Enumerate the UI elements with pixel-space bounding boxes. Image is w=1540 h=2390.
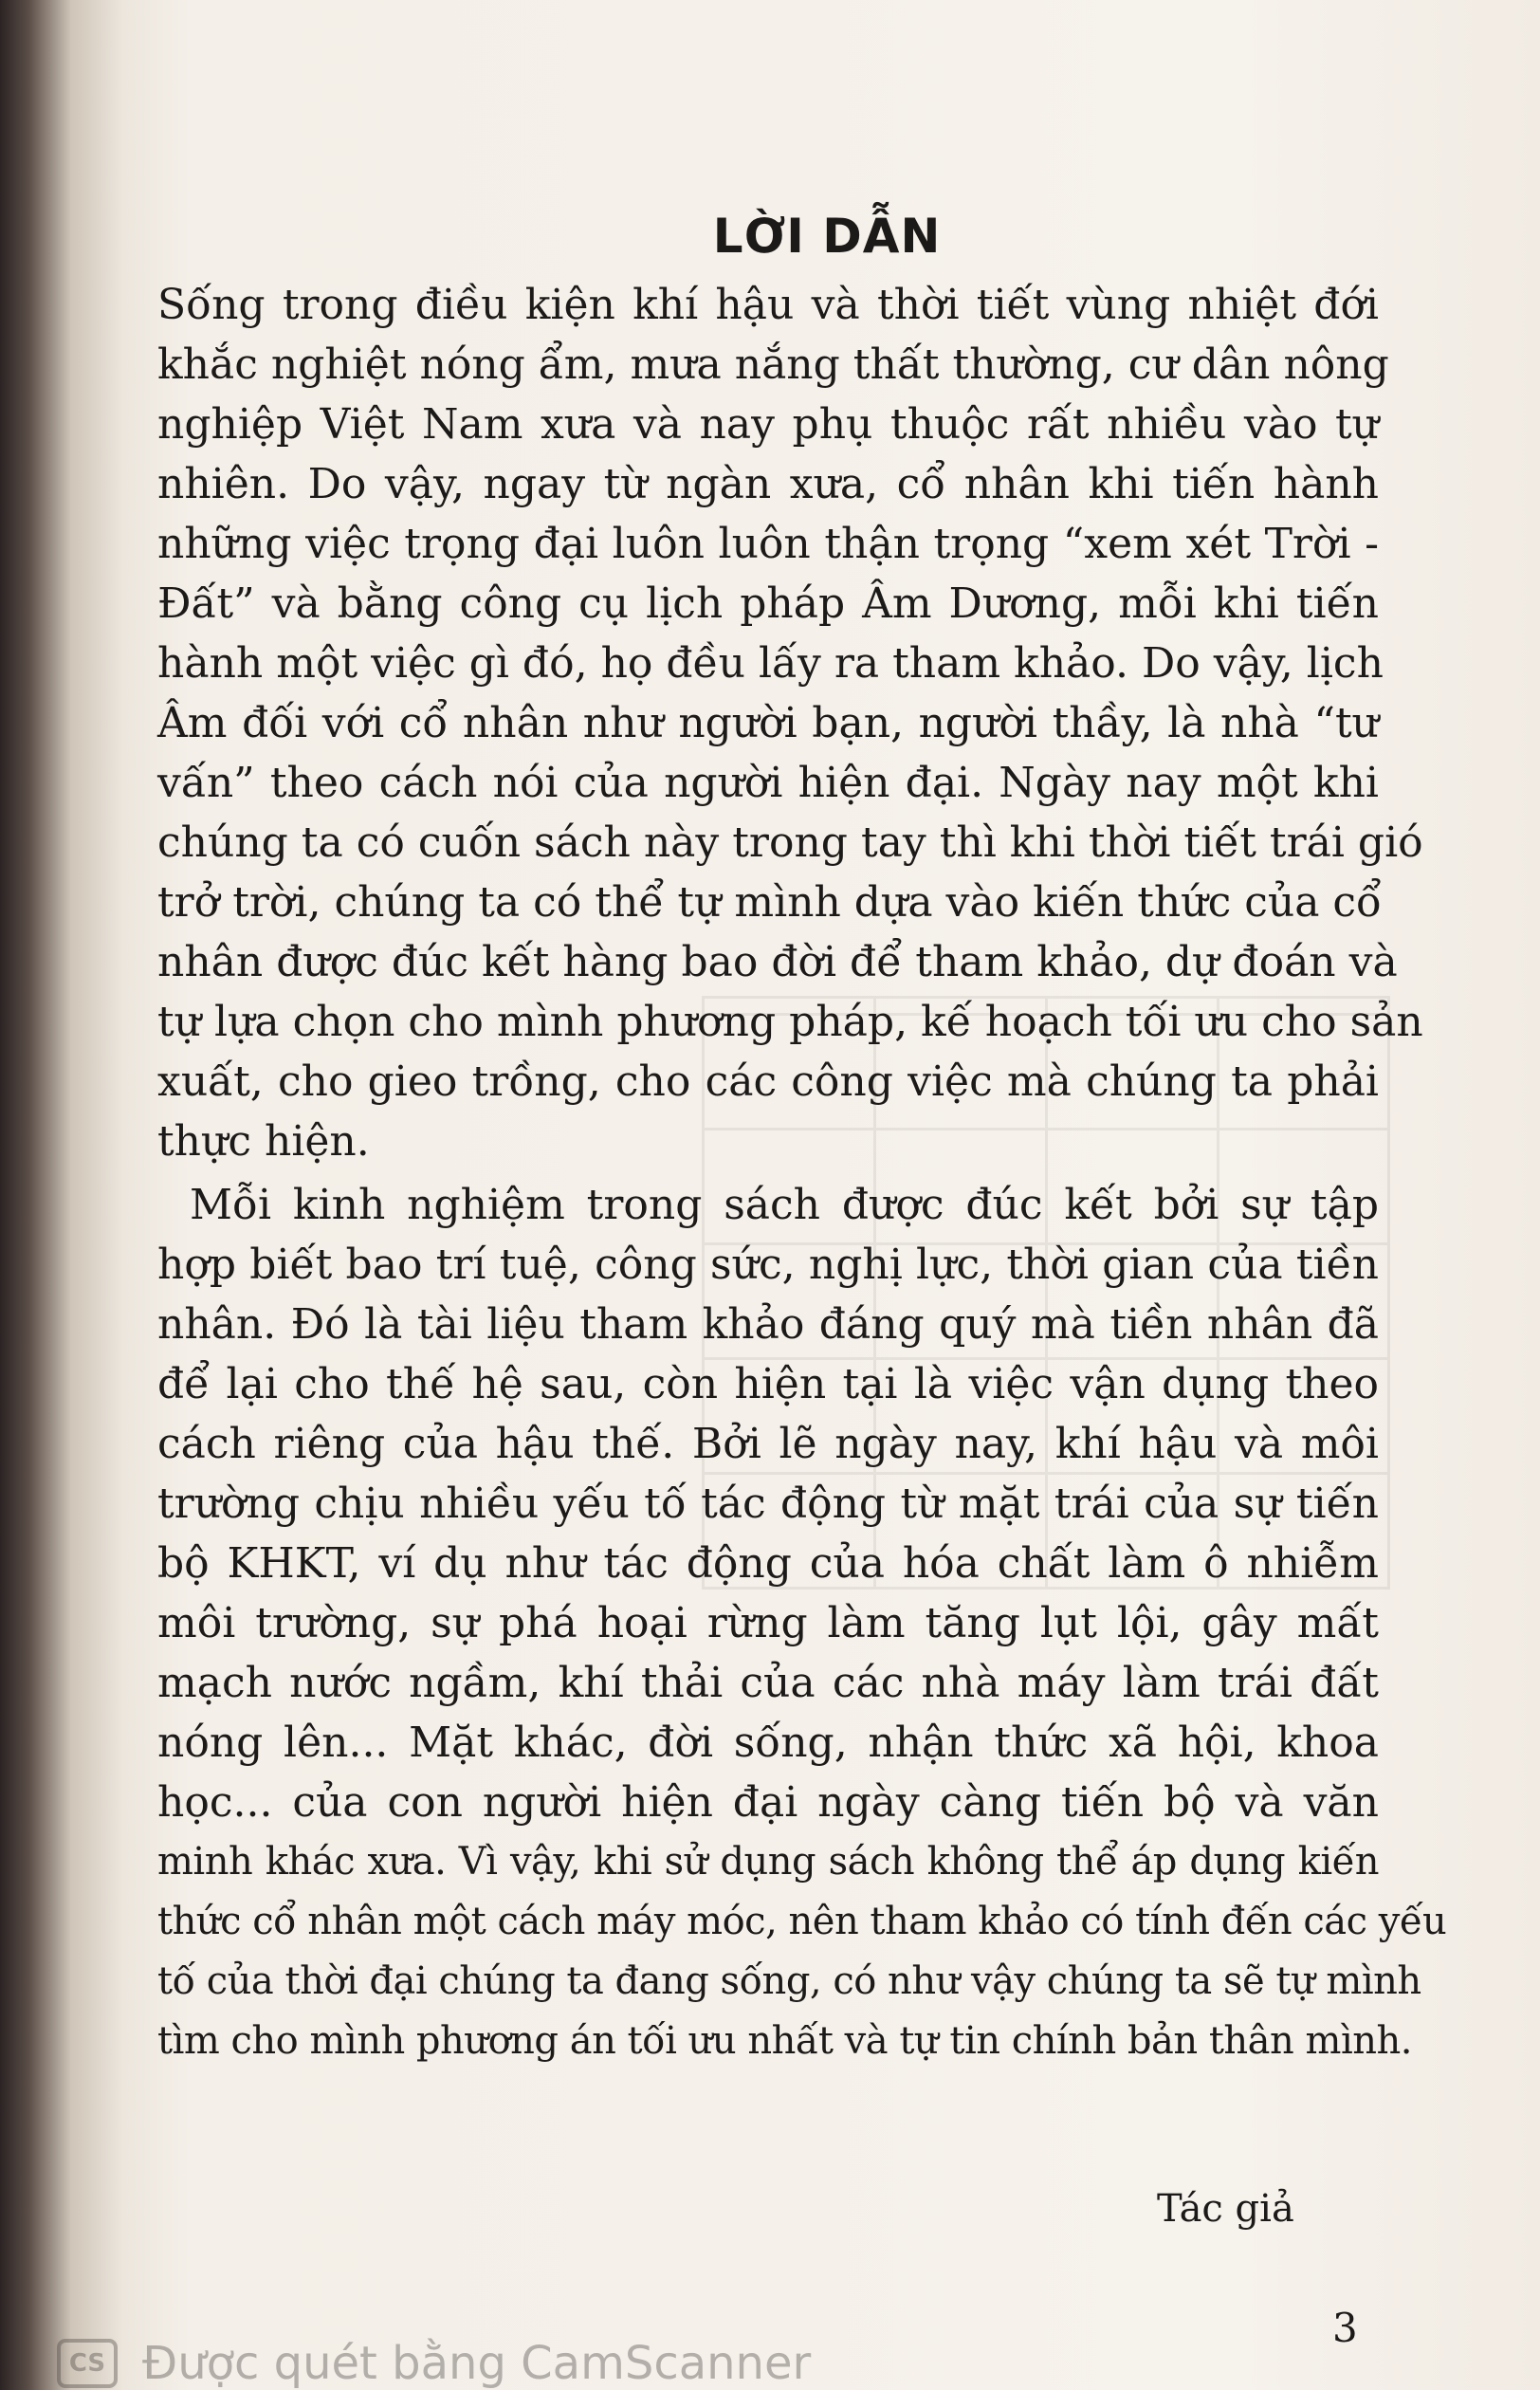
text-line: học... của con người hiện đại ngày càng tiến bộ và văn (157, 1778, 1379, 1827)
text-line: những việc trọng đại luôn luôn thận trọng “xem xét Trời - (157, 520, 1379, 568)
text-line: nóng lên... Mặt khác, đời sống, nhận thức xã hội, khoa (157, 1719, 1379, 1767)
body-text (157, 275, 1447, 2071)
camscanner-logo-icon: CS (57, 2339, 118, 2388)
text-line: tìm cho mình phương án tối ưu nhất và tự tin chính bản thân mình. (157, 2019, 1412, 2063)
text-line: mạch nước ngầm, khí thải của các nhà máy làm trái đất (157, 1659, 1379, 1707)
text-line: thực hiện. (157, 1117, 370, 1166)
watermark-text: Được quét bằng CamScanner (142, 2337, 812, 2390)
text-line: vấn” theo cách nói của người hiện đại. Ngày nay một khi (157, 759, 1379, 807)
text-line: Âm đối với cổ nhân như người bạn, người thầy, là nhà “tư (157, 699, 1379, 747)
text-line: nghiệp Việt Nam xưa và nay phụ thuộc rất nhiều vào tự (157, 400, 1379, 449)
author-signature: Tác giả (1157, 2187, 1294, 2231)
text-line: nhân. Đó là tài liệu tham khảo đáng quý mà tiền nhân đã (157, 1300, 1379, 1349)
text-line: khắc nghiệt nóng ẩm, mưa nắng thất thường, cư dân nông (157, 340, 1389, 389)
text-line: trở trời, chúng ta có thể tự mình dựa vào kiến thức của cổ (157, 878, 1382, 927)
text-line: tố của thời đại chúng ta đang sống, có như vậy chúng ta sẽ tự mình (157, 1959, 1421, 2003)
paragraph-2 (157, 1175, 1447, 2071)
text-line: nhân được đúc kết hàng bao đời để tham khảo, dự đoán và (157, 938, 1398, 986)
text-line: minh khác xưa. Vì vậy, khi sử dụng sách không thể áp dụng kiến (157, 1840, 1379, 1884)
text-line: hợp biết bao trí tuệ, công sức, nghị lực, thời gian của tiền (157, 1241, 1379, 1289)
text-line: cách riêng của hậu thế. Bởi lẽ ngày nay, khí hậu và môi (157, 1420, 1379, 1468)
paragraph-1 (157, 275, 1423, 1171)
text-line: Đất” và bằng công cụ lịch pháp Âm Dương, mỗi khi tiến (157, 579, 1379, 628)
text-line: hành một việc gì đó, họ đều lấy ra tham khảo. Do vậy, lịch (157, 639, 1384, 688)
page-number: 3 (1332, 2305, 1358, 2351)
text-line: bộ KHKT, ví dụ như tác động của hóa chất làm ô nhiễm (157, 1539, 1379, 1588)
text-line: Mỗi kinh nghiệm trong sách được đúc kết bởi sự tập (190, 1181, 1379, 1229)
text-line: nhiên. Do vậy, ngay từ ngàn xưa, cổ nhân khi tiến hành (157, 460, 1379, 508)
camscanner-watermark (57, 2337, 811, 2390)
page-title: LỜI DẪN (712, 209, 942, 264)
text-line: để lại cho thế hệ sau, còn hiện tại là việc vận dụng theo (157, 1360, 1379, 1408)
text-line: Sống trong điều kiện khí hậu và thời tiết vùng nhiệt đới (157, 281, 1379, 329)
text-line: thức cổ nhân một cách máy móc, nên tham khảo có tính đến các yếu (157, 1900, 1447, 1943)
text-line: môi trường, sự phá hoại rừng làm tăng lụt lội, gây mất (157, 1599, 1379, 1647)
text-line: xuất, cho gieo trồng, cho các công việc mà chúng ta phải (157, 1057, 1379, 1106)
text-line: tự lựa chọn cho mình phương pháp, kế hoạch tối ưu cho sản (157, 998, 1423, 1046)
text-line: chúng ta có cuốn sách này trong tay thì khi thời tiết trái gió (157, 818, 1423, 867)
text-line: trường chịu nhiều yếu tố tác động từ mặt trái của sự tiến (157, 1480, 1379, 1528)
